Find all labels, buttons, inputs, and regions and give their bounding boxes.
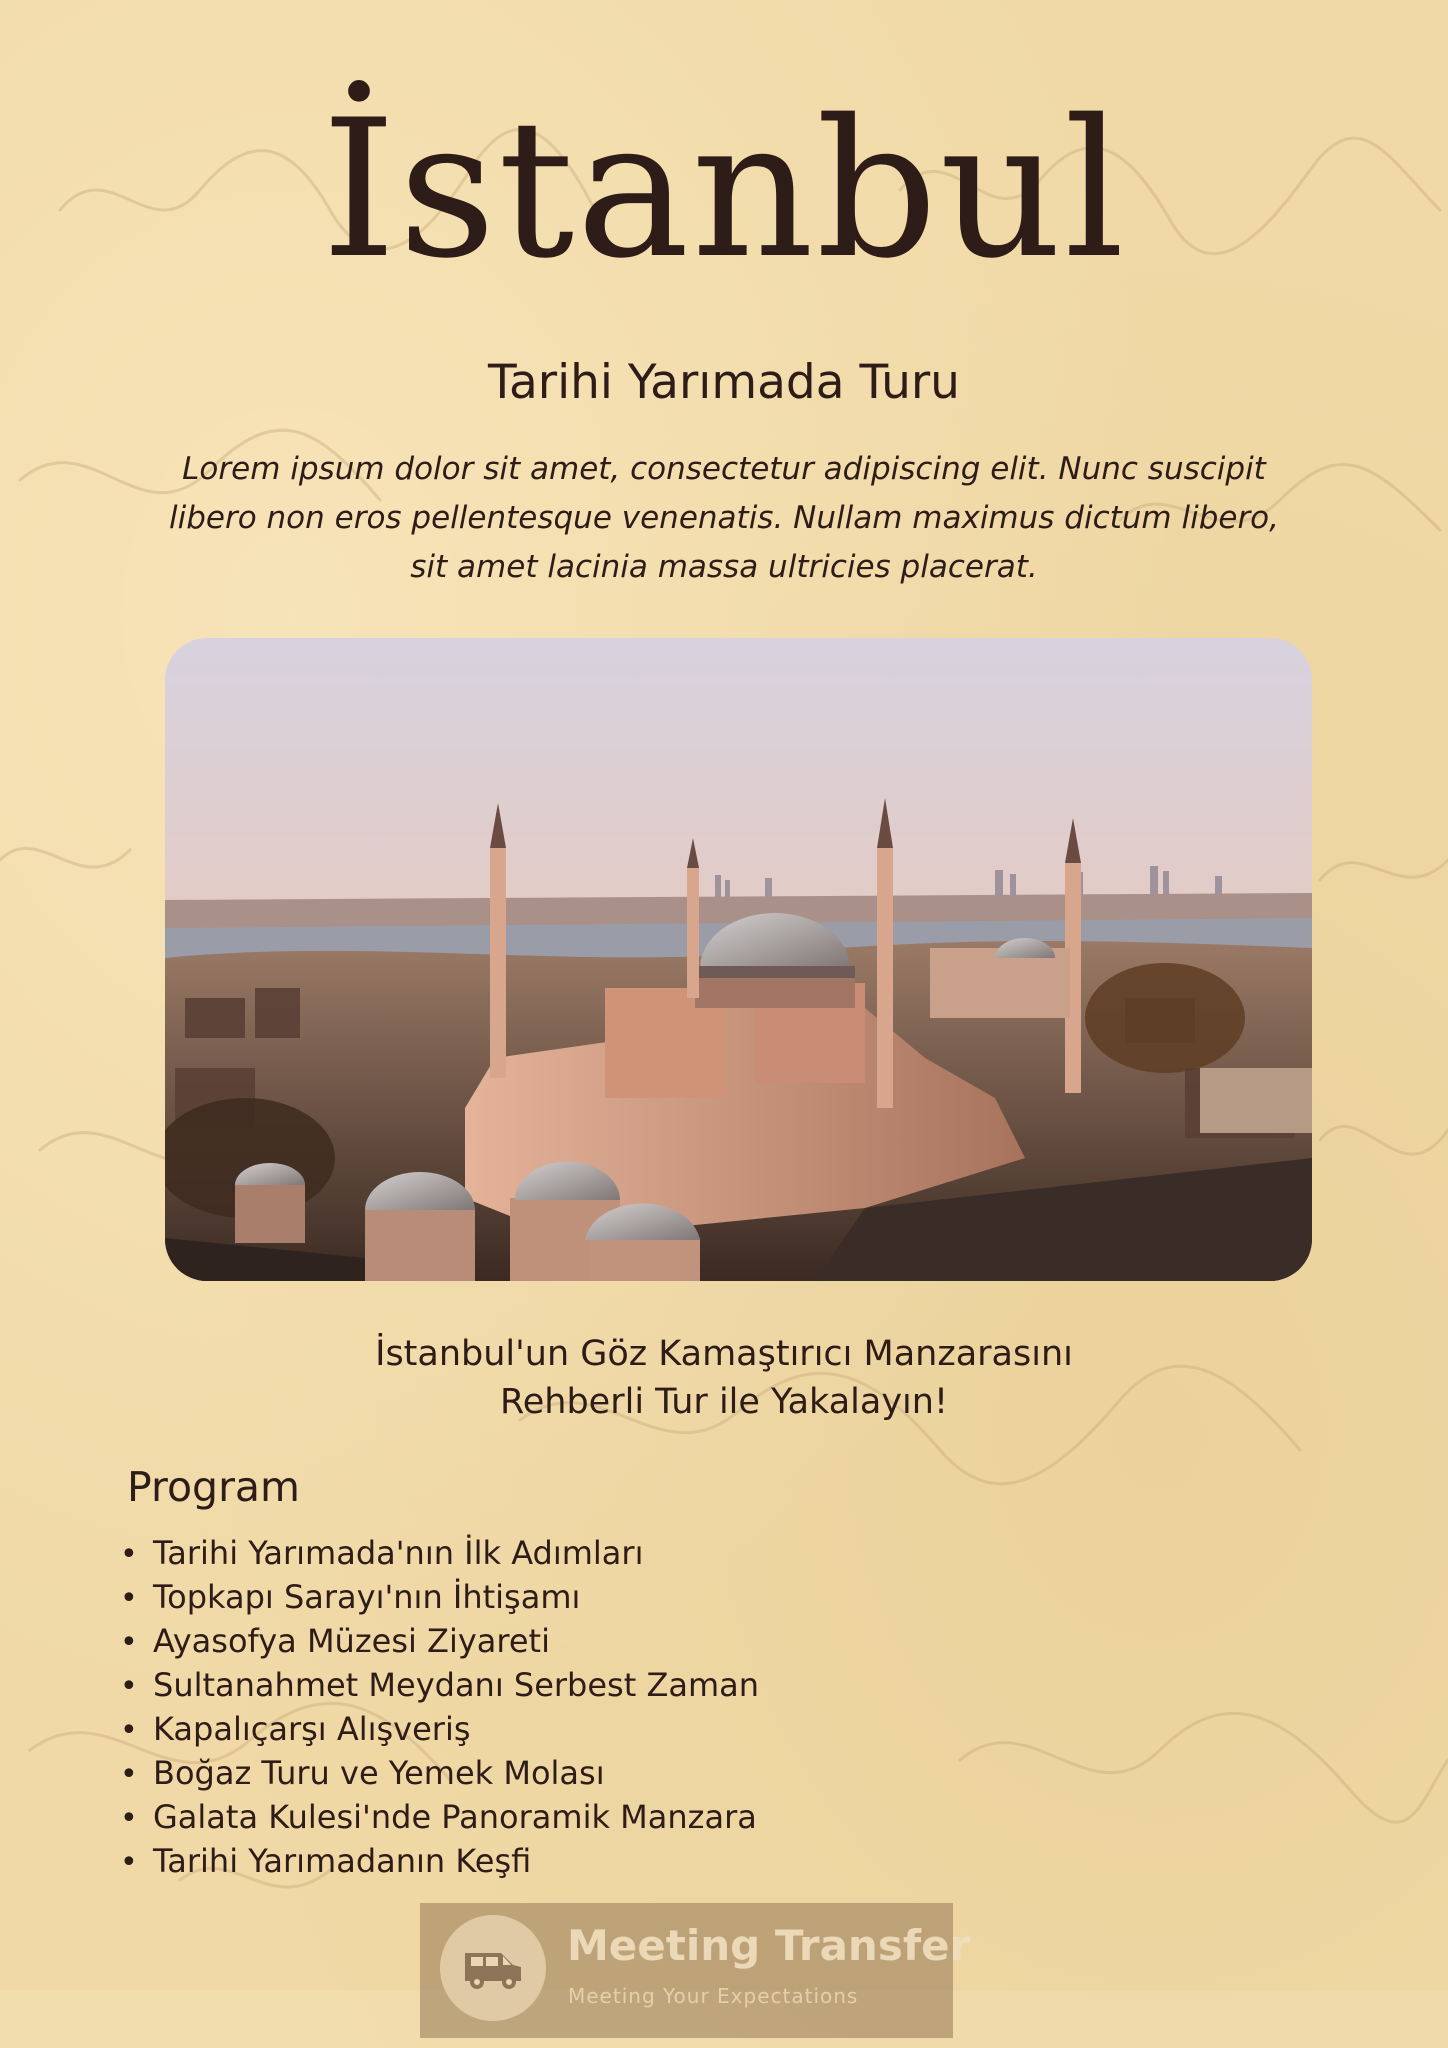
logo-slogan: Meeting Your Expectations (568, 1984, 859, 2008)
intro-paragraph (150, 445, 1298, 592)
logo-badge (440, 1915, 546, 2021)
intro-line: Lorem ipsum dolor sit amet, consectetur adipiscing elit. Nunc suscipit (182, 451, 1266, 487)
bullet-icon: • (120, 1757, 138, 1792)
program-item (120, 1839, 759, 1883)
program-item (120, 1575, 759, 1619)
page-title: İstanbul (321, 79, 1127, 300)
bullet-icon: • (120, 1713, 138, 1748)
tagline (0, 1330, 1448, 1426)
bullet-icon: • (120, 1581, 138, 1616)
van-icon (461, 1945, 525, 1991)
program-item-label: Topkapı Sarayı'nın İhtişamı (153, 1578, 581, 1616)
company-logo (420, 1903, 971, 2038)
logo-name: Meeting Transfer (567, 1921, 971, 1970)
program-item-label: Ayasofya Müzesi Ziyareti (153, 1622, 550, 1660)
intro-line: libero non eros pellentesque venenatis. Nullam maximus dictum libero, (168, 500, 1280, 536)
bullet-icon: • (120, 1537, 138, 1572)
intro-line: sit amet lacinia massa ultricies placerat. (410, 549, 1038, 585)
program-item (120, 1531, 759, 1575)
program-item (120, 1707, 759, 1751)
bullet-icon: • (120, 1801, 138, 1836)
program-item-label: Tarihi Yarımadanın Keşfi (153, 1842, 532, 1880)
program-item-label: Galata Kulesi'nde Panoramik Manzara (153, 1798, 757, 1836)
program-heading: Program (127, 1463, 300, 1511)
tagline-line: Rehberli Tur ile Yakalayın! (500, 1382, 948, 1422)
program-item (120, 1751, 759, 1795)
program-item (120, 1795, 759, 1839)
bullet-icon: • (120, 1845, 138, 1880)
program-item-label: Kapalıçarşı Alışveriş (153, 1710, 471, 1748)
hagia-sophia-photo (165, 638, 1312, 1281)
tagline-line: İstanbul'un Göz Kamaştırıcı Manzarasını (375, 1334, 1073, 1374)
bullet-icon: • (120, 1625, 138, 1660)
program-item-label: Sultanahmet Meydanı Serbest Zaman (153, 1666, 760, 1704)
bullet-icon: • (120, 1669, 138, 1704)
program-item (120, 1619, 759, 1663)
tour-subtitle: Tarihi Yarımada Turu (488, 355, 960, 410)
program-item-label: Tarihi Yarımada'nın İlk Adımları (153, 1534, 644, 1572)
program-item (120, 1663, 759, 1707)
program-list (120, 1531, 759, 1883)
program-item-label: Boğaz Turu ve Yemek Molası (153, 1754, 605, 1792)
